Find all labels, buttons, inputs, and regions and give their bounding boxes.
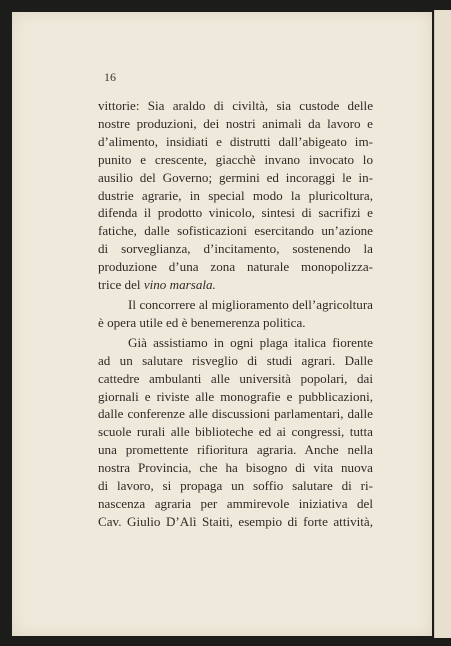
text-line [98,276,373,294]
text-line: di lavoro, si propaga un soffio salutare di ri- [98,478,373,494]
text-line: giornali e riviste alle monografie e pubblicazioni, [98,388,373,404]
text-line: ad un salutare risveglio di studi agrari. Dalle [98,352,373,368]
text-line: punito e crescente, giacchè invano invocato lo [98,151,373,167]
text-line: una promettente rifioritura agraria. Anche nella [98,442,373,458]
text-line: nostre produzioni, dei nostri animali da lavoro e [98,115,373,131]
text-line: d’alimento, insidiati e distrutti dall’abigeato im- [98,133,373,149]
text-fragment: trice del [98,277,141,293]
text-line: fatiche, dalle sofisticazioni esercitando un’azione [98,223,373,239]
text-line: dalle conferenze alle discussioni parlamentari, dalle [98,406,373,422]
text-line: difenda il prodotto vinicolo, sintesi di sacrifizi e [98,205,373,221]
text-line: nostra Provincia, che ha bisogno di vita nuova [98,460,373,476]
text-line: scuole rurali alle biblioteche ed ai congressi, tutta [98,424,373,440]
text-line: nascenza agraria per ammirevole iniziativa del [98,495,373,511]
text-line: cattedre ambulanti alle università popolari, dai [98,370,373,386]
body-text [98,97,373,531]
text-line: dustrie agrarie, in special modo la pluricoltura, [98,187,373,203]
text-line: vittorie: Sia araldo di civiltà, sia custode delle [98,98,373,113]
text-line: ausilio del Governo; germini ed incoraggi le in- [98,169,373,185]
text-line: produzione d’una zona naturale monopolizza- [98,259,373,275]
text-line: Cav. Giulio D’Alì Staiti, esempio di forte attività, [98,513,373,529]
paragraph-start-line: Il concorrere al miglioramento dell’agricoltura [128,296,373,312]
paragraph-start-line: Già assistiamo in ogni plaga italica fiorente [128,334,373,350]
text-line: di sorveglianza, d’incitamento, sostenendo la [98,241,373,257]
next-page-edge [434,10,451,638]
italic-phrase: vino marsala. [143,277,216,293]
page-number: 16 [104,70,116,84]
text-line: è opera utile ed è benemerenza politica. [98,314,306,330]
